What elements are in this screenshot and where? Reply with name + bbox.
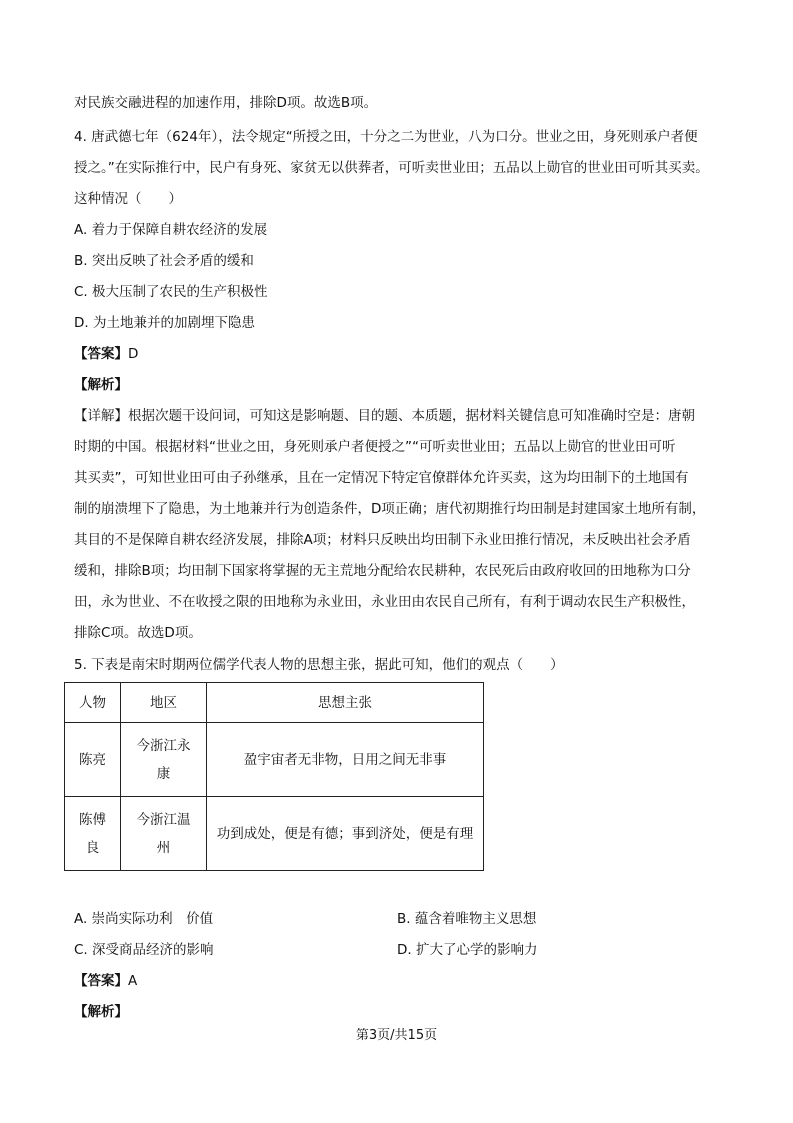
q4-option-c: C. 极大压制了农民的生产积极性 (74, 284, 268, 300)
q4-answer-label: 【答案】 (74, 346, 128, 362)
q5-header-region: 地区 (121, 683, 207, 723)
q5-header-thought: 思想主张 (207, 683, 484, 723)
q5-option-c: C. 深受商品经济的影响 (74, 942, 214, 958)
prev-answer-ending: 对民族交融进程的加速作用，排除D项。故选B项。 (74, 95, 378, 111)
q5-cell-thought-1: 盈宇宙者无非物，日用之间无非事 (207, 723, 484, 797)
q5-table (64, 682, 484, 871)
q4-detail-line-5: 其目的不是保障自耕农经济发展，排除A项；材料只反映出均田制下永业田推行情况，未反映出社会矛盾 (74, 532, 691, 548)
q4-answer (74, 344, 138, 364)
q4-detail-line-1: 【详解】根据次题干设问词，可知这是影响题、目的题、本质题，据材料关键信息可知准确时空是：唐朝 (74, 408, 695, 424)
q5-cell-person-1: 陈亮 (65, 723, 121, 797)
q4-stem-line-1: 4. 唐武德七年（624年），法令规定“所授之田，十分之二为世业，八为口分。世业之田，身死则承户者便 (74, 129, 698, 145)
q5-stem: 5. 下表是南宋时期两位儒学代表人物的思想主张，据此可知，他们的观点（ ） (74, 657, 564, 673)
q5-cell-region-2: 今浙江温州 (121, 797, 207, 871)
q5-cell-region-1: 今浙江永康 (121, 723, 207, 797)
q5-answer-value: A (128, 973, 138, 989)
q4-stem-line-2: 授之。”在实际推行中，民户有身死、家贫无以供葬者，可听卖世业田；五品以上勋官的世业田可听其买卖。 (74, 160, 709, 176)
q4-stem-line-3: 这种情况（ ） (74, 191, 182, 207)
q5-answer-label: 【答案】 (74, 973, 128, 989)
q4-detail-line-7: 田，永为世业、不在收授之限的田地称为永业田，永业田由农民自己所有，有利于调动农民生产积极性， (74, 594, 695, 610)
q4-detail-line-4: 制的崩溃埋下了隐患，为土地兼并行为创造条件，D项正确；唐代初期推行均田制是封建国家土地所有制， (74, 501, 706, 517)
q5-option-d: D. 扩大了心学的影响力 (397, 942, 538, 958)
q5-option-b: B. 蕴含着唯物主义思想 (397, 911, 537, 927)
q5-option-a: A. 崇尚实际功利 价值 (74, 911, 214, 927)
q5-answer (74, 971, 137, 991)
q4-detail-line-2: 时期的中国。根据材料“世业之田，身死则承户者便授之”“可听卖世业田；五品以上勋官的世业田可听 (74, 439, 676, 455)
q4-detail-line-3: 其买卖”，可知世业田可由子孙继承，且在一定情况下特定官僚群体允许买卖，这为均田制下的土地国有 (74, 470, 689, 486)
page-footer: 第3页/共15页 (355, 1028, 438, 1043)
q5-cell-person-2: 陈傅良 (65, 797, 121, 871)
q4-answer-value: D (128, 346, 139, 362)
q5-analysis-label: 【解析】 (74, 1004, 128, 1020)
q4-option-b: B. 突出反映了社会矛盾的缓和 (74, 253, 254, 269)
q5-header-person: 人物 (65, 683, 121, 723)
q4-option-a: A. 着力于保障自耕农经济的发展 (74, 222, 268, 238)
q4-detail-line-8: 排除C项。故选D项。 (74, 625, 202, 641)
q4-analysis-label: 【解析】 (74, 377, 128, 393)
q4-option-d: D. 为土地兼并的加剧埋下隐患 (74, 315, 255, 331)
q5-cell-thought-2: 功到成处，便是有德；事到济处，便是有理 (207, 797, 484, 871)
q4-detail-line-6: 缓和，排除B项；均田制下国家将掌握的无主荒地分配给农民耕种，农民死后由政府收回的田地称为口分 (74, 563, 691, 579)
